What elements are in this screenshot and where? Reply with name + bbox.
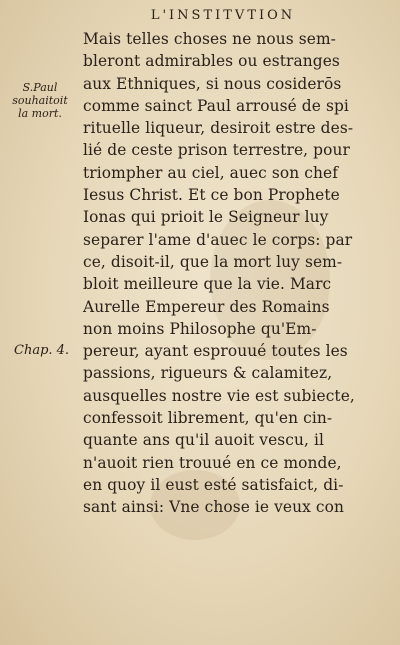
text-line: en quoy il eust esté satisfaict, di- [83,475,344,494]
body-text [83,28,368,519]
text-line: passions, rigueurs & calamitez, [83,364,333,383]
margin-note-saint-paul [4,81,76,120]
text-line: Iesus Christ. Et ce bon Prophete [83,186,340,205]
text-line: quante ans qu'il auoit vescu, il [83,431,325,450]
text-line: separer l'ame d'auec le corps: par [83,230,353,249]
text-line: bleront admirables ou estranges [83,52,340,71]
margin-note-line: S.Paul [22,81,58,94]
text-line: comme sainct Paul arrousé de spi [83,96,349,115]
text-line: Mais telles choses ne nous sem- [83,30,336,48]
text-line: aux Ethniques, si nous cosiderōs [83,74,342,93]
margin-note-chapter: Chap. 4. [14,343,70,358]
text-line: non moins Philosophe qu'Em- [83,319,317,338]
text-line: bloit meilleure que la vie. Marc [83,275,332,294]
text-line: pereur, ayant esprouué toutes les [83,342,348,361]
text-line: n'auoit rien trouué en ce monde, [83,453,342,472]
text-line: ce, disoit-il, que la mort luy sem- [83,252,343,271]
margin-note-line: la mort. [18,107,62,120]
running-header: L'INSTITVTION [150,8,296,23]
text-line: sant ainsi: Vne chose ie veux con [83,498,345,517]
text-line: Ionas qui prioit le Seigneur luy [83,208,329,227]
text-line: triompher au ciel, auec son chef [83,163,338,182]
margin-note-line: souhaitoit [12,94,68,107]
text-line: ausquelles nostre vie est subiecte, [83,386,355,405]
text-line: lié de ceste prison terrestre, pour [83,141,350,160]
text-line: rituelle liqueur, desiroit estre des- [83,119,354,138]
text-line: confessoit librement, qu'en cin- [83,409,333,428]
text-line: Aurelle Empereur des Romains [83,297,330,316]
